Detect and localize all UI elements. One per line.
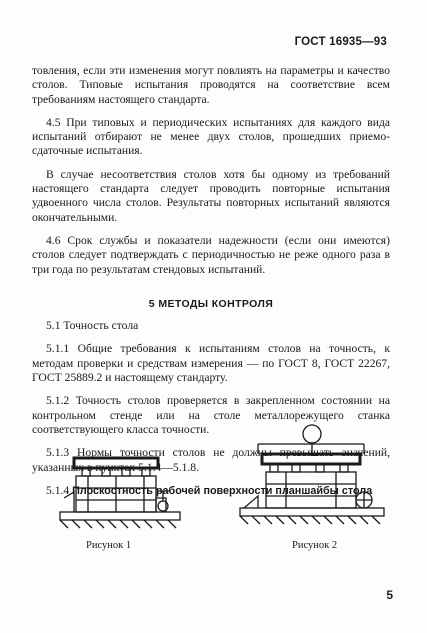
paragraph-4-5: 4.5 При типовых и периодических испытаниях для каждого вида испытаний отбирают не менее двух столов, прошедших приемо-сдаточные испытания. [32,115,390,158]
section-heading: 5 МЕТОДЫ КОНТРОЛЯ [148,297,274,310]
paragraph-continuation: товления, если эти изменения могут повлиять на параметры и качество столов. Типовые испытания проводятся на соответствие всем требованиям настоящего стандарта. [32,64,390,106]
subsection-5-1: 5.1 Точность стола [46,319,139,333]
page-number: 5 [386,588,393,602]
figure-1-caption: Рисунок 1 [86,540,132,551]
figures-area [58,422,388,562]
figure-1-drawing [58,428,183,534]
paragraph-5-1-1: 5.1.1 Общие требования к испытаниям столов на точность, к методам проверки и средствам измерения — по ГОСТ 8, ГОСТ 22267, ГОСТ 25889.2 и настоящему стандарту. [32,342,390,385]
paragraph-4-6: 4.6 Срок службы и показатели надежности (если они имеются) столов следует подтверждать с периодичностью не реже одного раза в три года по результатам стендовых испытаний. [32,233,390,276]
figure-2-drawing [238,422,388,534]
paragraph-4-5-repeat: В случае несоответствия столов хотя бы одному из требований настоящего стандарта следует проводить повторные испытания удвоенного числа столов. Результаты повторных испытаний являются окончательными. [32,167,390,224]
paragraph-5-1-3: 5.1.3 Нормы точности столов не должны превышать значений, указанных в пунктах 5.1.4—5.1.8. [32,446,390,474]
figure-2-caption: Рисунок 2 [292,540,338,551]
clause-title: Плоскостность рабочей поверхности планшайбы стола [72,484,373,497]
paragraph-5-1-2: 5.1.2 Точность столов проверяется в закрепленном состоянии на контрольном стенде или на столе металлорежущего станка соответствующего класса точности. [32,394,390,436]
standard-header: ГОСТ 16935—93 [294,36,387,48]
clause-number: 5.1.4 [46,483,70,497]
